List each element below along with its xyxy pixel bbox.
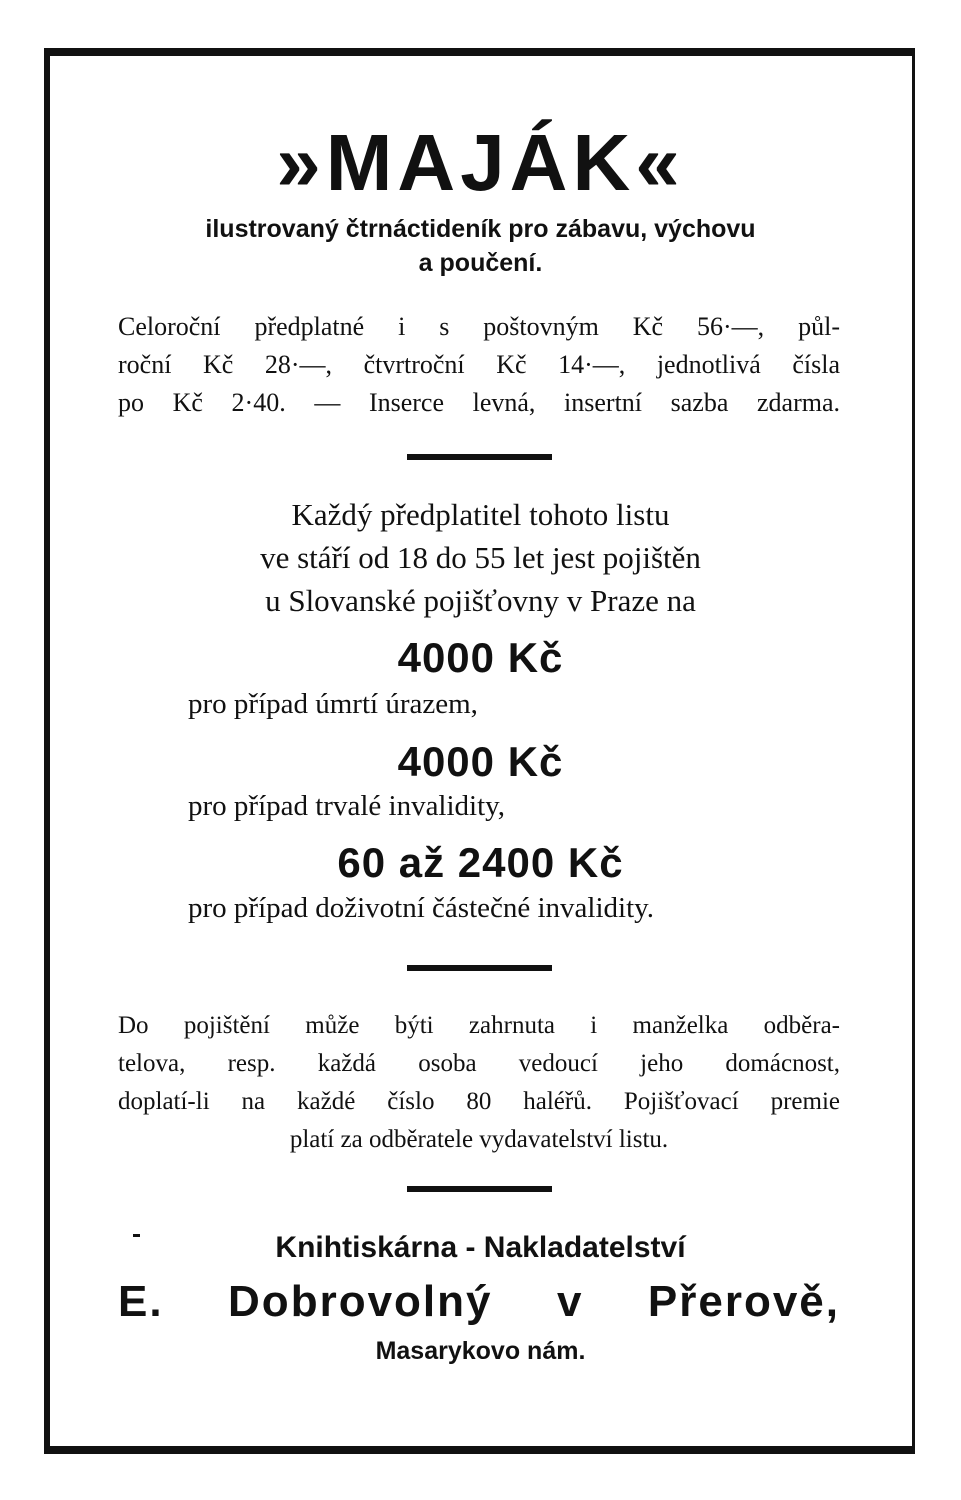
subscription-paragraph bbox=[118, 308, 840, 422]
case-invalidity: pro případ trvalé invalidity, bbox=[188, 790, 506, 822]
case-death: pro případ úmrtí úrazem, bbox=[188, 688, 478, 720]
subtitle-line-1: ilustrovaný čtrnáctideník pro zábavu, výchovu bbox=[205, 215, 756, 243]
spouse-line-1: Do pojištění může býti zahrnuta i manželka odběra- bbox=[118, 1012, 840, 1039]
subscription-line-2: roční Kč 28·—, čtvrtroční Kč 14·—, jednotlivá čísla bbox=[118, 350, 840, 379]
amount-invalidity: 4000 Kč bbox=[397, 738, 564, 785]
amount-death: 4000 Kč bbox=[397, 634, 564, 681]
divider-2 bbox=[407, 965, 552, 971]
insurance-intro-line-3: u Slovanské pojišťovny v Praze na bbox=[265, 583, 696, 618]
page-title: »MAJÁK« bbox=[276, 118, 685, 207]
subtitle bbox=[0, 212, 961, 280]
subscription-line-3: po Kč 2·40. — Inserce levná, insertní sazba zdarma. bbox=[118, 388, 840, 417]
publisher-address: Masarykovo nám. bbox=[375, 1337, 586, 1365]
divider-3 bbox=[407, 1186, 552, 1192]
publisher-line-1: Knihtiskárna - Nakladatelství bbox=[275, 1231, 686, 1264]
spouse-line-2: telova, resp. každá osoba vedoucí jeho domácnost, bbox=[118, 1050, 840, 1077]
subtitle-line-2: a poučení. bbox=[418, 249, 543, 277]
subscription-line-1: Celoroční předplatné i s poštovným Kč 56·—, půl- bbox=[118, 312, 840, 341]
insurance-intro-line-1: Každý předplatitel tohoto listu bbox=[291, 497, 670, 532]
insurance-intro-line-2: ve stáří od 18 do 55 let jest pojištěn bbox=[260, 540, 701, 575]
amount-partial-invalidity: 60 až 2400 Kč bbox=[337, 839, 624, 886]
case-partial-invalidity: pro případ doživotní částečné invalidity. bbox=[188, 892, 655, 924]
publisher-name: E. Dobrovolný v Přerově, bbox=[118, 1277, 840, 1326]
spouse-line-4: platí za odběratele vydavatelství listu. bbox=[289, 1126, 669, 1153]
divider-1 bbox=[407, 454, 552, 460]
spouse-line-3: doplatí-li na každé číslo 80 haléřů. Pojišťovací premie bbox=[118, 1088, 840, 1115]
spouse-paragraph bbox=[118, 1007, 840, 1159]
